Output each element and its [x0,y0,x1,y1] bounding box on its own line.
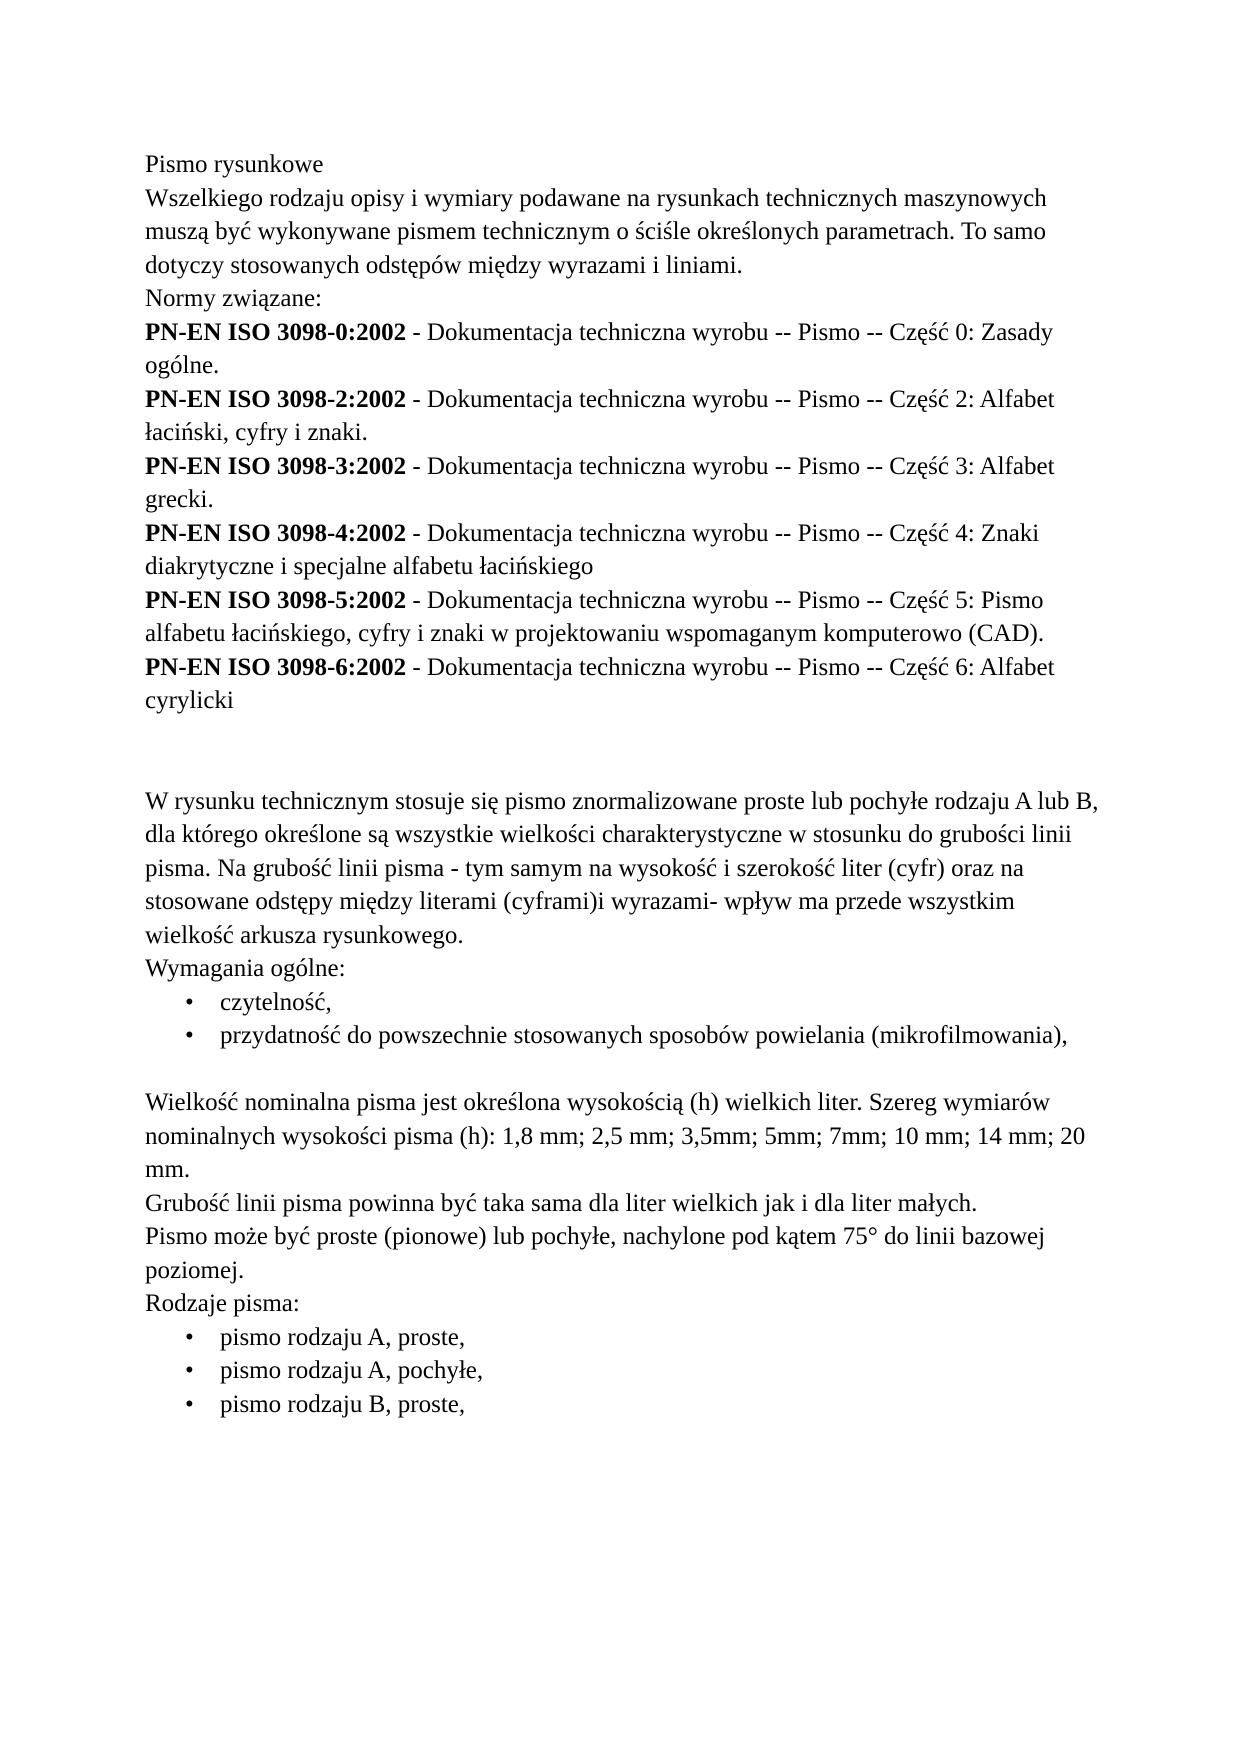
norm-description: - Dokumentacja techniczna wyrobu -- Pismo -- Część 4: Znaki diakrytyczne i specjalne alfabetu łacińskiego [145,519,1040,580]
list-item-text: pismo rodzaju B, proste, [220,1390,466,1418]
types-list [145,1321,1105,1422]
norm-code: PN-EN ISO 3098-4:2002 [145,519,407,547]
document-page [145,148,1105,1421]
document-title: Pismo rysunkowe [145,151,324,178]
requirements-heading: Wymagania ogólne: [145,955,346,982]
size-paragraph: Wielkość nominalna pisma jest określona wysokością (h) wielkich liter. Szereg wymiarów nominalnych wysokości pisma (h): 1,8 mm; 2,5 mm; 3,5mm; 5mm; 7mm; 10 mm; 14 mm; 20 mm. [145,1089,1086,1183]
requirements-list [145,986,1105,1053]
main-paragraph: W rysunku technicznym stosuje się pismo znormalizowane proste lub pochyłe rodzaju A lub B, dla którego określone są wszystkie wielkości charakterystyczne w stosunku do grubości linii pisma. Na grubość linii pisma - tym samym na wysokość i szerokość liter (cyfr) oraz na stosowane odstępy między literami (cyframi)i wyrazami- wpływ ma przede wszystkim wielkość arkusza rysunkowego. [145,787,1099,949]
norm-item [145,651,1105,718]
intro-paragraph: Wszelkiego rodzaju opisy i wymiary podawane na rysunkach technicznych maszynowych muszą być wykonywane pismem technicznym o ściśle określonych parametrach. To samo dotyczy stosowanych odstępów między wyrazami i liniami. [145,184,1047,279]
norm-description: - Dokumentacja techniczna wyrobu -- Pismo -- Część 0: Zasady ogólne. [145,318,1054,379]
norm-item [145,316,1105,383]
line-thickness-paragraph: Grubość linii pisma powinna być taka sama dla liter wielkich jak i dla liter małych. [145,1189,978,1217]
bullet-icon: • [185,1323,194,1351]
norm-description: - Dokumentacja techniczna wyrobu -- Pismo -- Część 5: Pismo alfabetu łacińskiego, cyfry i znaki w projektowaniu wspomaganym komputerowo (CAD). [145,586,1045,647]
norm-item [145,517,1105,584]
list-item-text: pismo rodzaju A, pochyłe, [220,1357,484,1384]
list-item [185,986,1105,1020]
norm-item [145,584,1105,651]
types-heading: Rodzaje pisma: [145,1290,300,1317]
list-item-text: przydatność do powszechnie stosowanych sposobów powielania (mikrofilmowania), [220,1022,1068,1049]
paragraph-spacer [145,718,1105,785]
list-item [185,1019,1105,1053]
list-item-text: pismo rodzaju A, proste, [220,1323,466,1351]
list-item [185,1354,1105,1388]
norm-code: PN-EN ISO 3098-3:2002 [145,452,407,480]
norm-code: PN-EN ISO 3098-2:2002 [145,385,407,413]
paragraph-spacer [145,1053,1105,1087]
norm-code: PN-EN ISO 3098-6:2002 [145,653,407,681]
norm-code: PN-EN ISO 3098-5:2002 [145,586,407,614]
norm-code: PN-EN ISO 3098-0:2002 [145,318,407,346]
norm-item [145,450,1105,517]
list-item [185,1388,1105,1422]
norm-description: - Dokumentacja techniczna wyrobu -- Pismo -- Część 6: Alfabet cyrylicki [145,653,1055,714]
bullet-icon: • [185,1357,194,1384]
bullet-icon: • [185,1022,194,1049]
norms-heading: Normy związane: [145,285,323,312]
norm-item [145,383,1105,450]
slant-paragraph: Pismo może być proste (pionowe) lub pochyłe, nachylone pod kątem 75° do linii bazowej poziomej. [145,1223,1046,1284]
list-item-text: czytelność, [220,988,332,1016]
norm-description: - Dokumentacja techniczna wyrobu -- Pismo -- Część 2: Alfabet łaciński, cyfry i znaki. [145,385,1055,446]
bullet-icon: • [185,988,194,1016]
bullet-icon: • [185,1390,194,1418]
norm-description: - Dokumentacja techniczna wyrobu -- Pismo -- Część 3: Alfabet grecki. [145,452,1055,513]
list-item [185,1321,1105,1355]
